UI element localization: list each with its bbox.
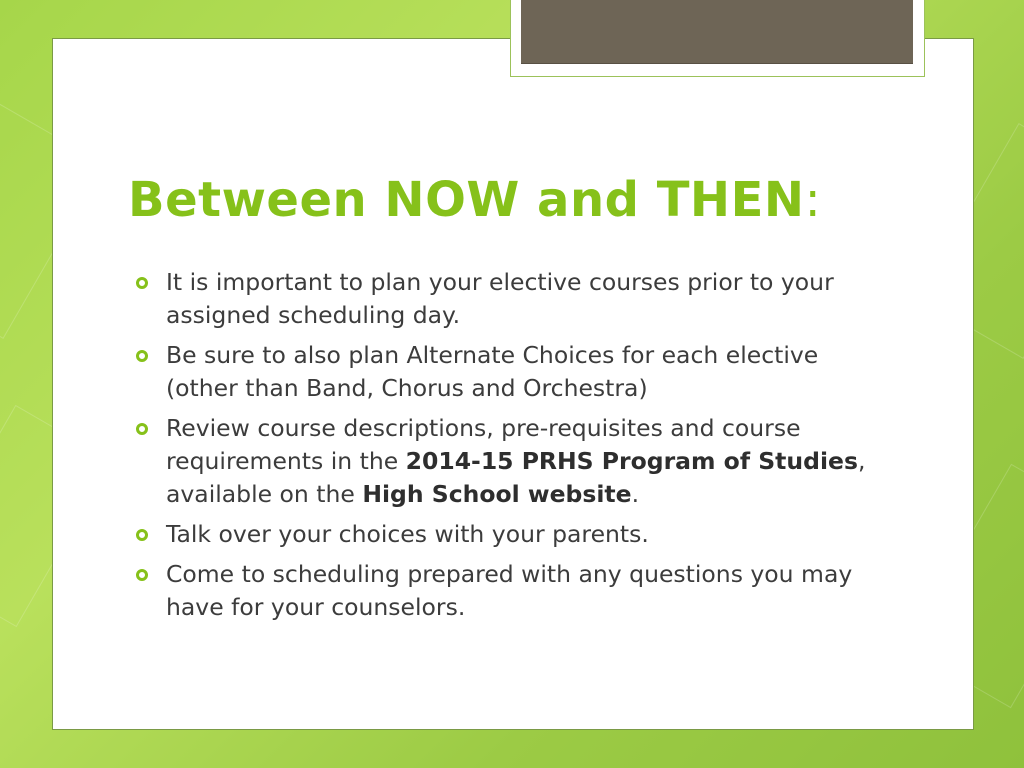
ring-bullet-icon: [136, 423, 148, 435]
ring-bullet-icon: [136, 529, 148, 541]
list-item-text-part: Review course descriptions, pre-requisites and course requirements in the: [166, 414, 801, 475]
slide-title-text: Between NOW and THEN: [128, 172, 805, 228]
ring-bullet-icon: [136, 569, 148, 581]
list-item-text: Be sure to also plan Alternate Choices for each elective (other than Band, Chorus and Orchestra): [166, 341, 819, 402]
list-item-text: It is important to plan your elective courses prior to your assigned scheduling day.: [166, 268, 834, 329]
header-card-dark-band: [521, 0, 913, 64]
list-item: [134, 412, 874, 511]
list-item-text: Come to scheduling prepared with any questions you may have for your counselors.: [166, 560, 853, 621]
program-of-studies-link-text: 2014-15 PRHS Program of Studies: [405, 447, 858, 475]
ring-bullet-icon: [136, 277, 148, 289]
list-item-text: Talk over your choices with your parents.: [166, 520, 649, 548]
list-item: [134, 266, 874, 332]
list-item: [134, 339, 874, 405]
slide-title: [128, 172, 821, 228]
list-item-text-part: , available on the: [166, 447, 866, 508]
bullet-list: [134, 266, 874, 631]
list-item: [134, 518, 874, 551]
list-item: [134, 558, 874, 624]
slide-title-colon: :: [804, 172, 822, 228]
high-school-website-text: High School website: [362, 480, 632, 508]
header-card: [510, 0, 925, 77]
ring-bullet-icon: [136, 350, 148, 362]
list-item-text-part: .: [631, 480, 640, 508]
